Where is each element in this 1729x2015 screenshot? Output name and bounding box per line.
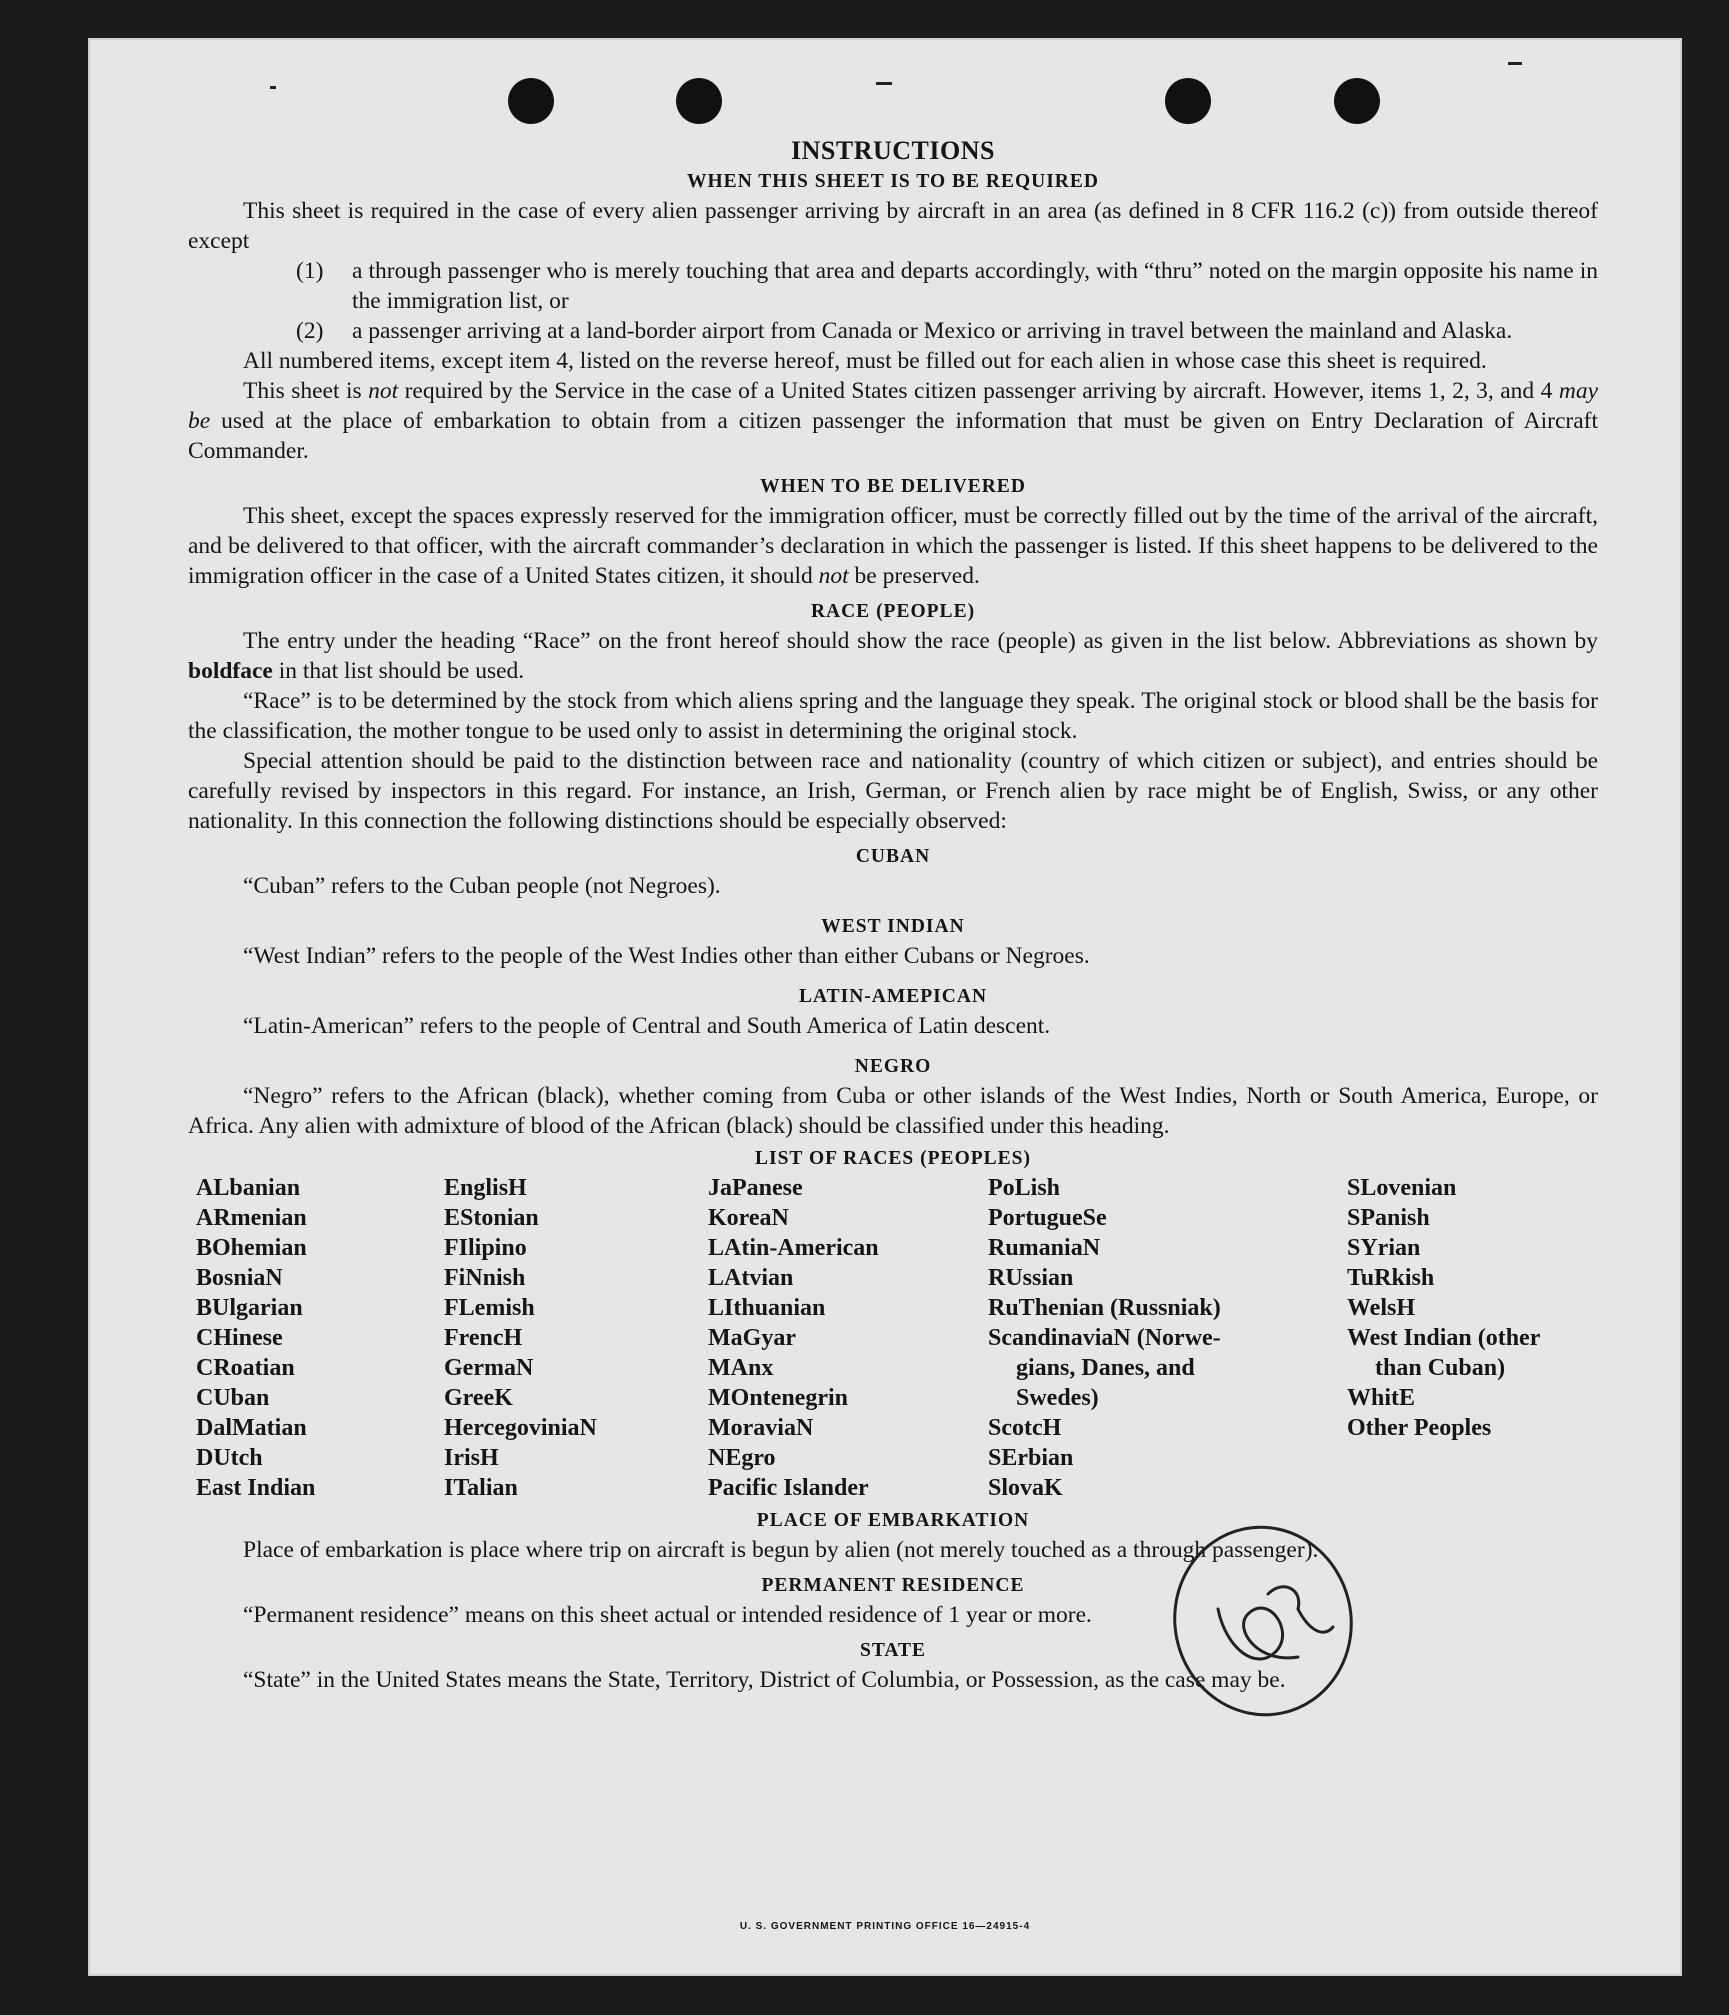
paragraph: This sheet is required in the case of every alien passenger arriving by aircraft in an area (as defined in 8 CFR 116.2 (c)) from outside thereof except	[188, 198, 1598, 254]
document-title: INSTRUCTIONS	[791, 136, 995, 165]
paragraph: “State” in the United States means the State, Territory, District of Columbia, or Possession, as the case may be.	[243, 1667, 1286, 1693]
race-entry: RUssian	[988, 1265, 1074, 1291]
punch-hole	[1334, 78, 1380, 124]
race-entry: SPanish	[1347, 1205, 1430, 1231]
heading-when-required: WHEN THIS SHEET IS TO BE REQUIRED	[687, 171, 1099, 192]
punch-hole	[676, 78, 722, 124]
speck	[1508, 62, 1522, 65]
race-entry-continued: gians, Danes, and	[1016, 1355, 1195, 1381]
race-column	[196, 1173, 444, 1503]
race-entry-continued: than Cuban)	[1375, 1355, 1506, 1381]
race-entry: MAnx	[708, 1355, 774, 1381]
paragraph: “Race” is to be determined by the stock from which aliens spring and the language they speak. The original stock or blood shall be the basis for the classification, the mother tongue to be used only to assist in determining the original stock.	[188, 688, 1598, 744]
race-entry: ScotcH	[988, 1415, 1062, 1441]
list-item	[188, 256, 1598, 316]
race-column	[444, 1173, 708, 1503]
paragraph: Place of embarkation is place where trip on aircraft is begun by alien (not merely touched as a through passenger).	[243, 1537, 1319, 1563]
race-entry: PortugueSe	[988, 1205, 1107, 1231]
paragraph: All numbered items, except item 4, listed on the reverse hereof, must be filled out for each alien in whose case this sheet is required.	[243, 348, 1487, 374]
race-entry: East Indian	[196, 1475, 316, 1501]
paragraph: “Permanent residence” means on this sheet actual or intended residence of 1 year or more.	[243, 1602, 1092, 1628]
race-entry: MoraviaN	[708, 1415, 814, 1441]
circled-handwritten-mark-icon	[1148, 1499, 1378, 1739]
paragraph: Special attention should be paid to the distinction between race and nationality (country of which citizen or subject), and entries should be carefully revised by inspectors in this regard. For instance, an Irish, German, or French alien by race might be of English, Swiss, or any other nationality. In this connection the following distinctions should be especially observed:	[188, 748, 1598, 834]
heading-when-delivered: WHEN TO BE DELIVERED	[760, 476, 1026, 497]
paragraph: “Negro” refers to the African (black), whether coming from Cuba or other islands of the West Indies, North or South America, Europe, or Africa. Any alien with admixture of blood of the African (black) should be classified under this heading.	[188, 1083, 1598, 1139]
race-column	[988, 1173, 1347, 1503]
text-run: The entry under the heading “Race” on the front hereof should show the race (people) as given in the list below. Abbreviations as shown by	[243, 628, 1598, 654]
race-entry: Other Peoples	[1347, 1415, 1492, 1441]
race-entry: BUlgarian	[196, 1295, 303, 1321]
item-number: (1)	[296, 258, 324, 284]
heading-residence: PERMANENT RESIDENCE	[761, 1575, 1025, 1596]
race-entry: HercegoviniaN	[444, 1415, 597, 1441]
race-entry: FLemish	[444, 1295, 535, 1321]
list-item	[188, 316, 1598, 346]
punch-hole	[1165, 78, 1211, 124]
race-entry: LAtvian	[708, 1265, 794, 1291]
race-list	[196, 1173, 1598, 1503]
race-entry: ALbanian	[196, 1175, 301, 1201]
heading-list-of-races: LIST OF RACES (PEOPLES)	[754, 1148, 1031, 1169]
heading-race: RACE (PEOPLE)	[810, 601, 976, 622]
race-entry: DalMatian	[196, 1415, 307, 1441]
paragraph: “Latin-American” refers to the people of Central and South America of Latin descent.	[243, 1013, 1051, 1039]
race-entry: West Indian (other	[1347, 1325, 1541, 1351]
text-run: in that list should be used.	[272, 658, 525, 684]
race-entry: ITalian	[444, 1475, 518, 1501]
heading-cuban: CUBAN	[855, 846, 931, 867]
document-body	[188, 136, 1598, 1695]
item-text: a through passenger who is merely touching that area and departs accordingly, with “thru” noted on the margin opposite his name in the immigration list, or	[352, 258, 1598, 314]
printer-imprint: U. S. GOVERNMENT PRINTING OFFICE 16—24915-4	[739, 1921, 1031, 1932]
race-entry: WhitE	[1347, 1385, 1416, 1411]
heading-state: STATE	[859, 1640, 927, 1661]
race-entry: FIlipino	[444, 1235, 527, 1261]
paragraph	[188, 376, 1598, 466]
heading-west-indian: WEST INDIAN	[821, 916, 965, 937]
race-entry: SYrian	[1347, 1235, 1421, 1261]
race-entry: DUtch	[196, 1445, 263, 1471]
race-entry: RumaniaN	[988, 1235, 1101, 1261]
speck	[270, 86, 276, 89]
race-entry: ARmenian	[196, 1205, 307, 1231]
race-entry: JaPanese	[708, 1175, 803, 1201]
race-entry-continued: Swedes)	[1016, 1385, 1099, 1411]
race-entry: NEgro	[708, 1445, 776, 1471]
item-number: (2)	[296, 318, 324, 344]
race-column	[708, 1173, 988, 1503]
paragraph: “West Indian” refers to the people of the West Indies other than either Cubans or Negroes.	[243, 943, 1090, 969]
race-entry: CUban	[196, 1385, 270, 1411]
race-entry: SErbian	[988, 1445, 1074, 1471]
race-entry: EnglisH	[444, 1175, 527, 1201]
race-entry: IrisH	[444, 1445, 499, 1471]
heading-negro: NEGRO	[854, 1056, 932, 1077]
race-entry: EStonian	[444, 1205, 539, 1231]
race-entry: SlovaK	[988, 1475, 1063, 1501]
race-entry: ScandinaviaN (Norwe-	[988, 1325, 1221, 1351]
race-entry: BOhemian	[196, 1235, 307, 1261]
race-entry: LAtin-American	[708, 1235, 879, 1261]
race-entry: FiNnish	[444, 1265, 526, 1291]
race-entry: CRoatian	[196, 1355, 295, 1381]
race-entry: TuRkish	[1347, 1265, 1435, 1291]
race-entry: KoreaN	[708, 1205, 789, 1231]
race-entry: MOntenegrin	[708, 1385, 848, 1411]
race-entry: GermaN	[444, 1355, 534, 1381]
item-text: a passenger arriving at a land-border airport from Canada or Mexico or arriving in travel between the mainland and Alaska.	[352, 318, 1513, 344]
text-run: This sheet is	[243, 378, 369, 404]
document-page	[88, 38, 1682, 1976]
text-run: This sheet, except the spaces expressly reserved for the immigration officer, must be correctly filled out by the time of the arrival of the aircraft, and be delivered to that officer, with the aircraft commander’s declaration in which the passenger is listed. If this sheet happens to be delivered to the immigration officer in the case of a United States citizen, it should	[188, 503, 1598, 589]
race-entry: LIthuanian	[708, 1295, 826, 1321]
speck	[876, 82, 892, 85]
heading-latin-american: LATIN-AMEPICAN	[798, 986, 988, 1007]
race-entry: GreeK	[444, 1385, 513, 1411]
paragraph: “Cuban” refers to the Cuban people (not Negroes).	[243, 873, 721, 899]
heading-embarkation: PLACE OF EMBARKATION	[756, 1510, 1030, 1531]
emphasis: may be	[188, 378, 1598, 434]
text-run: required by the Service in the case of a United States citizen passenger arriving by aircraft. However, items 1, 2, 3, and 4	[398, 378, 1559, 404]
paragraph	[188, 626, 1598, 686]
race-entry: Pacific Islander	[708, 1475, 869, 1501]
emphasis: not	[818, 563, 849, 589]
emphasis: not	[368, 378, 399, 404]
race-entry: MaGyar	[708, 1325, 796, 1351]
race-entry: PoLish	[988, 1175, 1061, 1201]
race-entry: BosniaN	[196, 1265, 283, 1291]
bold-text: boldface	[188, 658, 273, 684]
race-entry: FrencH	[444, 1325, 523, 1351]
race-column	[1347, 1173, 1607, 1503]
text-run: used at the place of embarkation to obtain from a citizen passenger the information that must be given on Entry Declaration of Aircraft Commander.	[188, 408, 1598, 464]
race-entry: WelsH	[1347, 1295, 1416, 1321]
text-run: be preserved.	[848, 563, 980, 589]
paragraph	[188, 501, 1598, 591]
race-entry: SLovenian	[1347, 1175, 1457, 1201]
punch-hole	[508, 78, 554, 124]
race-entry: CHinese	[196, 1325, 283, 1351]
race-entry: RuThenian (Russniak)	[988, 1295, 1221, 1321]
